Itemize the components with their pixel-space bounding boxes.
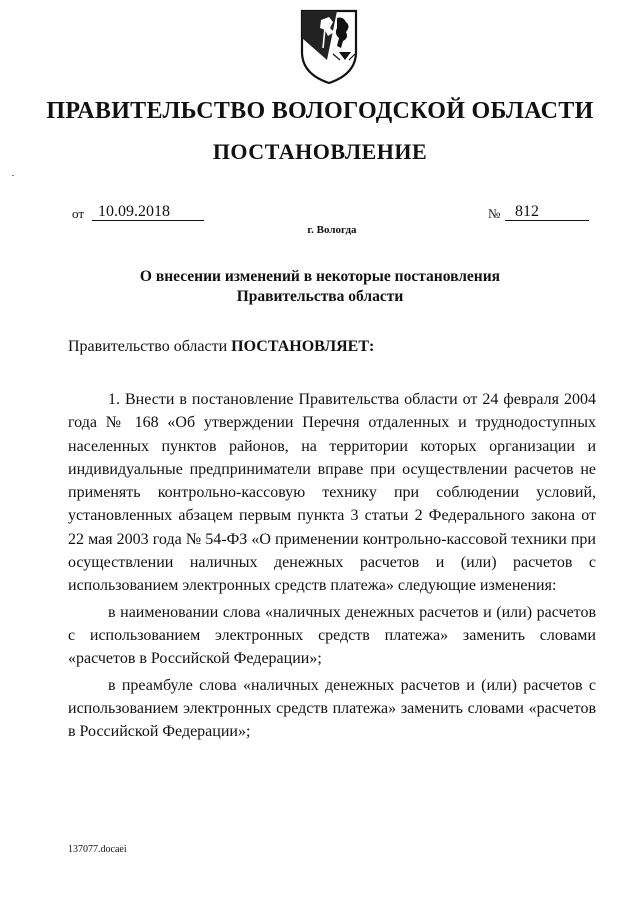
document-type: ПОСТАНОВЛЕНИЕ: [212, 139, 428, 164]
date-prefix: от: [72, 206, 85, 221]
subject-line-1: О внесении изменений в некоторые постановления: [139, 268, 501, 285]
issue-city: г. Вологда: [307, 224, 357, 236]
coat-of-arms-icon: [299, 8, 359, 86]
document-date: 10.09.2018: [92, 203, 204, 221]
document-subject: [0, 267, 640, 307]
decree-prefix: Правительство области: [68, 338, 228, 355]
decree-statement: [68, 338, 374, 356]
paragraph-3: в преамбуле слова «наличных денежных расчетов и (или) расчетов с использованием электронных средств платежа» заменить словами «расчетов в Российской Федерации»;: [68, 676, 596, 741]
paragraph-1: 1. Внести в постановление Правительства области от 24 февраля 2004 года № 168 «Об утверждении Перечня отдаленных и труднодоступных населенных пунктов районов, на территории которых организации и индивидуальные предприниматели вправе при осуществлении расчетов не применять контрольно-кассовую технику при соблюдении условий, установленных абзацем первым пункта 3 статьи 2 Федерального закона от 22 мая 2003 года № 54-ФЗ «О применении контрольно-кассовой техники при осуществлении наличных денежных расчетов и (или) расчетов с использованием электронных средств платежа» следующие изменения:: [68, 391, 596, 595]
document-body: [68, 388, 596, 746]
document-number: 812: [505, 203, 589, 221]
decree-verb: ПОСТАНОВЛЯЕТ:: [231, 338, 375, 355]
scan-speck: [12, 175, 14, 176]
number-prefix: №: [488, 206, 501, 221]
paragraph-2: в наименовании слова «наличных денежных расчетов и (или) расчетов с использованием электронных средств платежа» заменить словами «расчетов в Российской Федерации»;: [68, 603, 596, 668]
government-title: ПРАВИТЕЛЬСТВО ВОЛОГОДСКОЙ ОБЛАСТИ: [46, 98, 594, 124]
subject-line-2: Правительства области: [236, 288, 404, 305]
file-reference: 137077.docaei: [68, 844, 127, 855]
